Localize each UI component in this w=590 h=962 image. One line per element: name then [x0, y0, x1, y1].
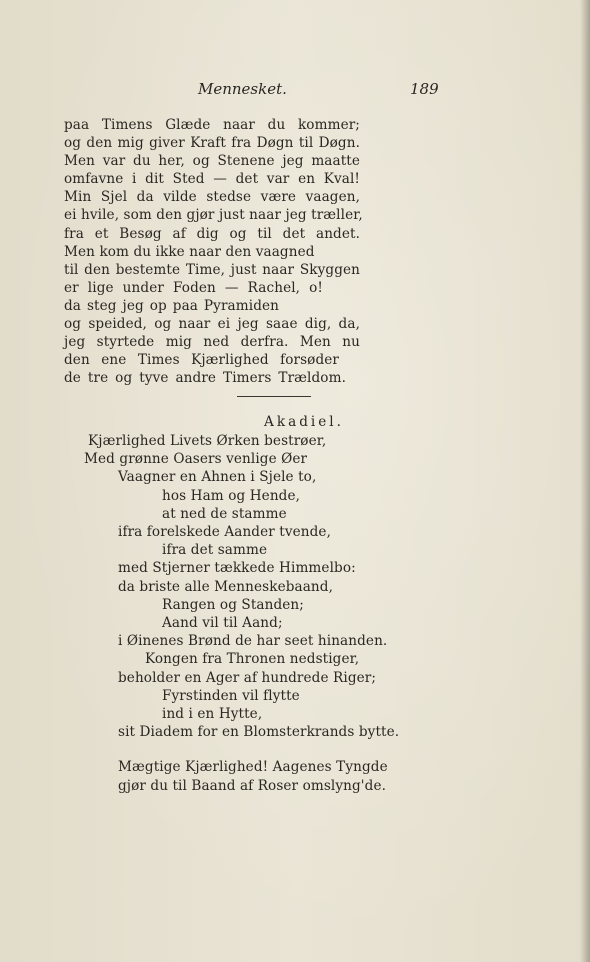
poem-line: med Stjerner tækkede Himmelbo:: [118, 560, 356, 577]
poem-line: Kongen fra Thronen nedstiger,: [145, 651, 360, 668]
poem-line: fra et Besøg af dig og til det andet.: [64, 225, 360, 242]
poem-line: Men kom du ikke naar den vaagned: [64, 243, 315, 260]
poem-line: Min Sjel da vilde stedse være vaagen,: [64, 189, 360, 206]
poem-line: paa Timens Glæde naar du kommer;: [64, 117, 360, 133]
poem-line: gjør du til Baand af Roser omslyng'de.: [118, 777, 387, 794]
poem-line: omfavne i dit Sted — det var en Kval!: [64, 171, 360, 188]
poem-line: Mægtige Kjærlighed! Aagenes Tyngde: [118, 759, 388, 776]
poem-line: beholder en Ager af hundrede Riger;: [118, 669, 377, 686]
poem-line: Rangen og Standen;: [162, 596, 304, 613]
poem-line: ifra forelskede Aander tvende,: [118, 524, 331, 541]
poem-line: de tre og tyve andre Timers Trældom.: [64, 370, 346, 387]
poem-line: Fyrstinden vil flytte: [162, 687, 300, 704]
poem-line: at ned de stamme: [162, 505, 287, 522]
poem-line: den ene Times Kjærlighed forsøder: [64, 352, 339, 369]
poem-line: Men var du her, og Stenene jeg maatte: [64, 153, 360, 170]
page-header: [0, 80, 590, 102]
poem-line: Aand vil til Aand;: [162, 615, 283, 632]
poem-line: da steg jeg op paa Pyramiden: [64, 297, 279, 314]
poem-line: Kjærlighed Livets Ørken bestrøer,: [88, 433, 327, 449]
poem-line: da briste alle Menneskebaand,: [118, 578, 334, 595]
stanza-gap: [0, 741, 590, 758]
running-title: Mennesket.: [198, 80, 287, 98]
poem-line: ei hvile, som den gjør just naar jeg træller,: [64, 207, 363, 224]
poem-line: er lige under Foden — Rachel, o!: [64, 279, 323, 296]
poem-line: og speided, og naar ei jeg saae dig, da,: [64, 316, 360, 333]
poem-stanza-one: [64, 116, 504, 387]
poem-line: til den bestemte Time, just naar Skyggen: [64, 261, 360, 278]
poem-line: Med grønne Oasers venlige Øer: [84, 451, 308, 468]
section-title: Akadiel.: [264, 414, 344, 430]
poem-line: i Øinenes Brønd de har seet hinanden.: [118, 633, 388, 650]
poem-line: ind i en Hytte,: [162, 706, 263, 723]
poem-line: og den mig giver Kraft fra Døgn til Døgn.: [64, 135, 360, 152]
poem-line: ifra det samme: [162, 542, 268, 559]
poem-line: sit Diadem for en Blomsterkrands bytte.: [118, 724, 400, 741]
poem-line: hos Ham og Hende,: [162, 487, 301, 504]
poem-stanza-two: [0, 432, 590, 795]
page-number: 189: [410, 80, 439, 98]
section-divider: [237, 396, 311, 397]
poem-line: jeg styrtede mig ned derfra. Men nu: [64, 334, 360, 351]
poem-line: Vaagner en Ahnen i Sjele to,: [118, 469, 317, 486]
